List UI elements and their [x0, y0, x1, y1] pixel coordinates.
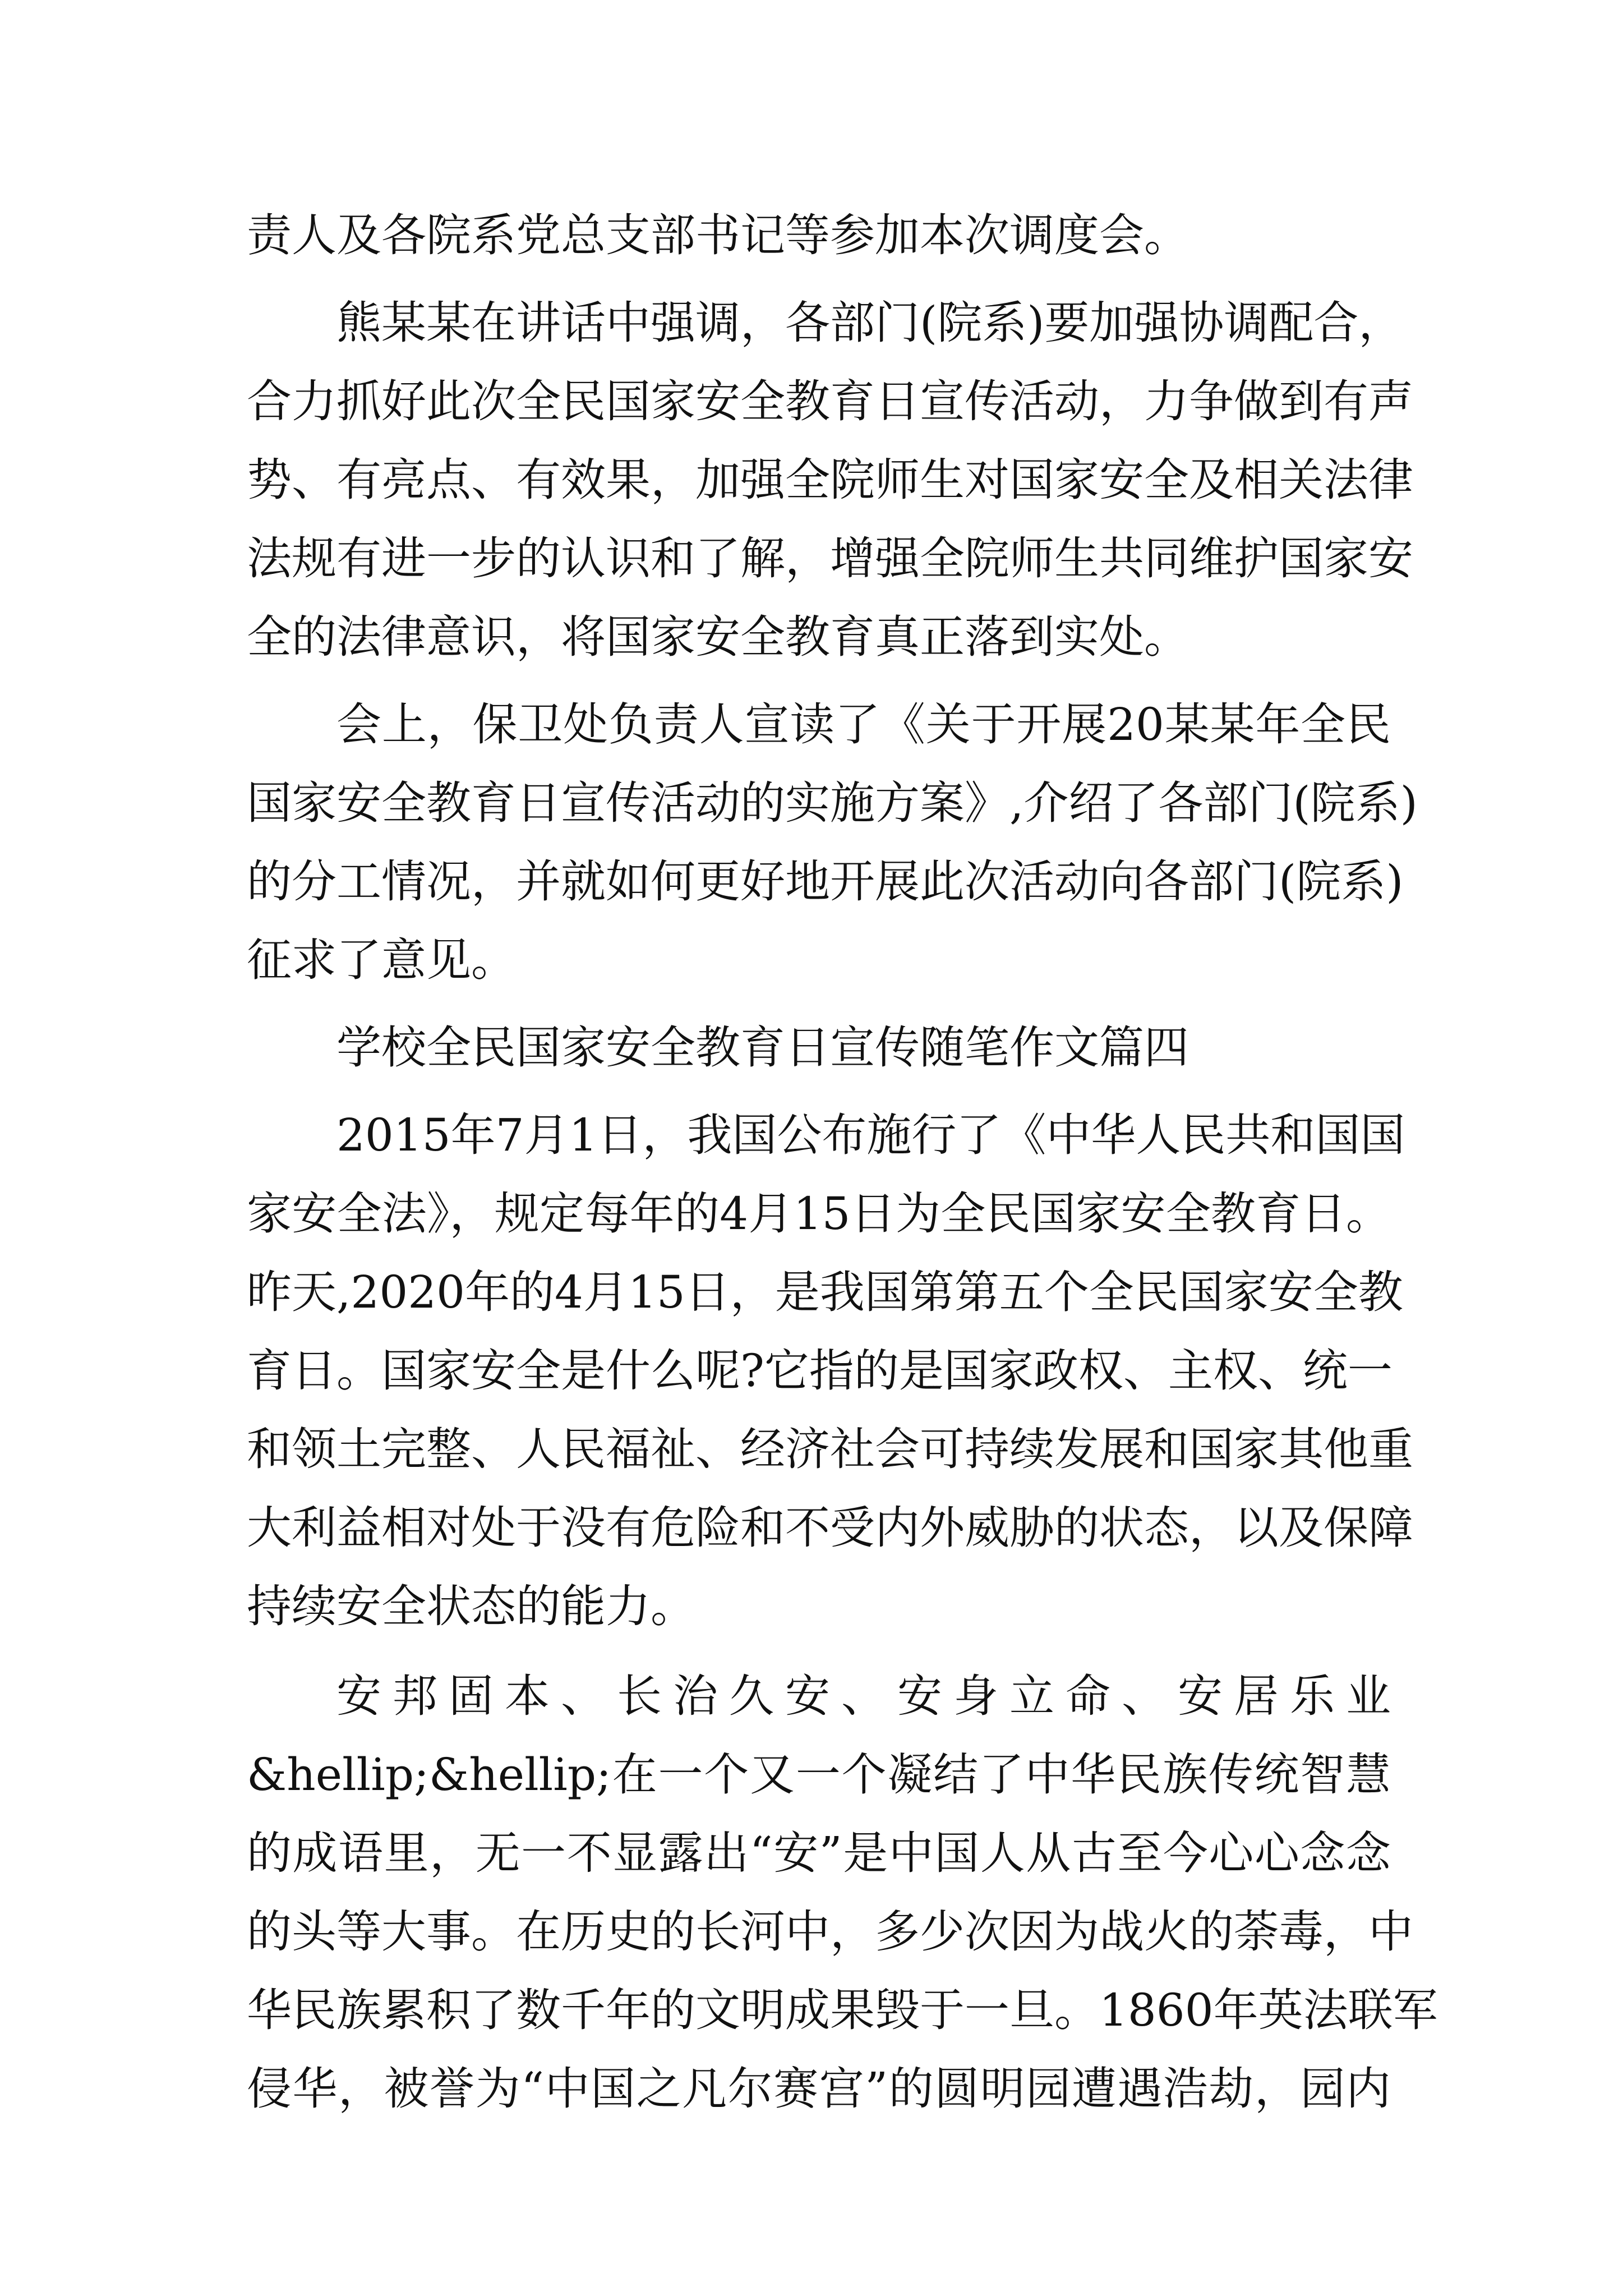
section-heading: [247, 1009, 1391, 1087]
text-line: 侵华，被誉为“中国之凡尔赛宫”的圆明园遭遇浩劫，园内: [247, 2063, 1391, 2115]
text-line: 熊某某在讲话中强调，各部门(院系)要加强协调配合，: [336, 297, 1404, 349]
text-line: 昨天,2020年的4月15日，是我国第第五个全民国家安全教: [247, 1266, 1403, 1318]
paragraph: [247, 685, 1418, 1000]
text-line: 育日。国家安全是什么呢?它指的是国家政权、主权、统一: [247, 1345, 1393, 1397]
document-body: [247, 196, 1438, 2128]
paragraph: [247, 1096, 1413, 1646]
text-line: 2015年7月1日，我国公布施行了《中华人民共和国国: [336, 1109, 1405, 1161]
text-line: 的头等大事。在历史的长河中，多少次因为战火的荼毒，中: [247, 1906, 1413, 1958]
paragraph: [247, 1657, 1438, 2128]
text-line: 安邦固本、长治久安、安身立命、安居乐业: [336, 1670, 1391, 1722]
text-line: 法规有进一步的认识和了解，增强全院师生共同维护国家安: [247, 532, 1413, 585]
text-line: 持续安全状态的能力。: [247, 1580, 695, 1632]
text-line: 合力抓好此次全民国家安全教育日宣传活动，力争做到有声: [247, 375, 1413, 427]
text-line: 会上，保卫处负责人宣读了《关于开展20某某年全民: [336, 698, 1391, 751]
text-line: 责人及各院系党总支部书记等参加本次调度会。: [247, 209, 1189, 261]
text-line: 征求了意见。: [247, 934, 516, 986]
heading-line: 学校全民国家安全教育日宣传随笔作文篇四: [336, 1022, 1189, 1074]
text-line: 势、有亮点、有效果，加强全院师生对国家安全及相关法律: [247, 454, 1413, 506]
paragraph: [247, 284, 1413, 677]
paragraph: [247, 196, 1391, 275]
text-line: &hellip;&hellip;在一个又一个凝结了中华民族传统智慧: [247, 1749, 1391, 1801]
text-line: 家安全法》，规定每年的4月15日为全民国家安全教育日。: [247, 1188, 1391, 1240]
text-line: 的分工情况，并就如何更好地开展此次活动向各部门(院系): [247, 855, 1404, 908]
text-line: 华民族累积了数千年的文明成果毁于一旦。1860年英法联军: [247, 1984, 1438, 2036]
text-line: 的成语里，无一不显露出“安”是中国人从古至今心心念念: [247, 1827, 1391, 1879]
text-line: 全的法律意识，将国家安全教育真正落到实处。: [247, 611, 1189, 663]
text-line: 大利益相对处于没有危险和不受内外威胁的状态，以及保障: [247, 1502, 1413, 1554]
text-line: 国家安全教育日宣传活动的实施方案》,介绍了各部门(院系): [247, 777, 1418, 829]
text-line: 和领土完整、人民福祉、经济社会可持续发展和国家其他重: [247, 1423, 1413, 1475]
